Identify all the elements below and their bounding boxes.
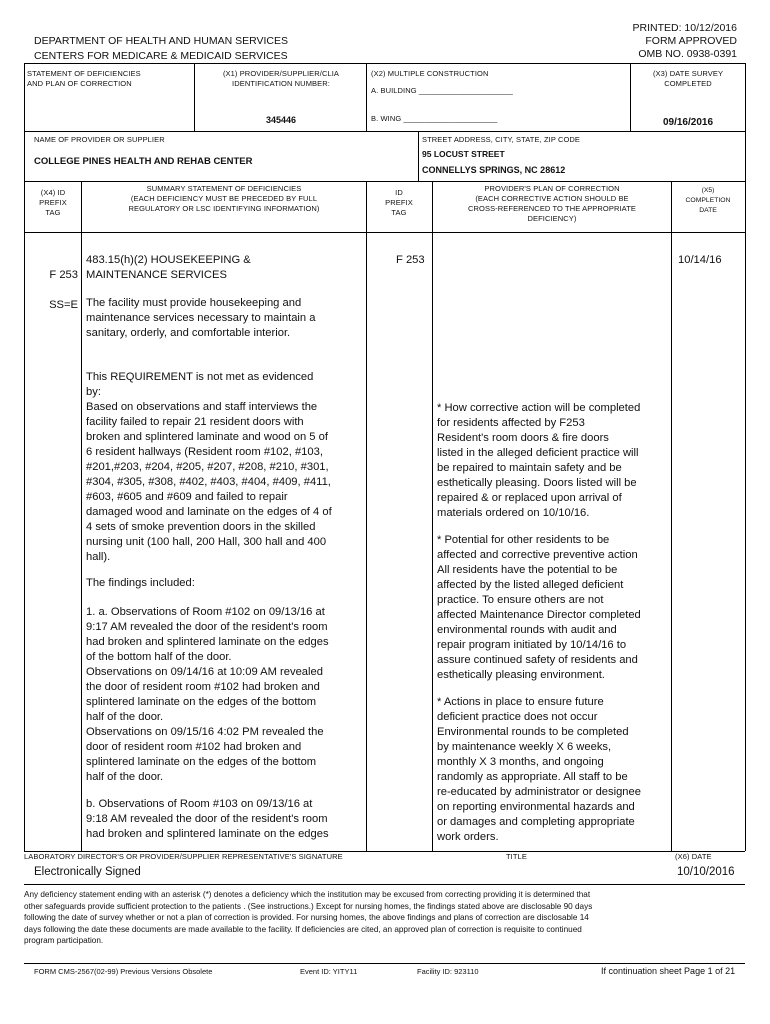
x3-label: (X3) DATE SURVEY COMPLETED — [652, 69, 724, 88]
divider-line — [630, 63, 631, 131]
dept-line-1: DEPARTMENT OF HEALTH AND HUMAN SERVICES — [34, 35, 288, 47]
provider-label: NAME OF PROVIDER OR SUPPLIER — [34, 135, 165, 144]
title-label: TITLE — [506, 852, 527, 861]
omb-number: OMB NO. 0938-0391 — [638, 48, 737, 60]
plan-header: PROVIDER'S PLAN OF CORRECTION (EACH CORRECTIVE ACTION SHOULD BE CROSS-REFERENCED TO THE APPROPRIATE DEFICIENCY) — [468, 184, 636, 223]
column-divider — [81, 181, 82, 851]
address-label: STREET ADDRESS, CITY, STATE, ZIP CODE — [422, 135, 581, 144]
divider-line — [24, 963, 745, 964]
requirement-text: The facility must provide housekeeping and maintenance services necessary to maintain a sanitary, orderly, and comfortable interior. — [86, 297, 316, 339]
signature-value: Electronically Signed — [34, 866, 141, 878]
id-tag: F 253 — [396, 254, 425, 266]
x1-label: (X1) PROVIDER/SUPPLIER/CLIA IDENTIFICATION NUMBER: — [222, 69, 340, 88]
signature-date: 10/10/2016 — [677, 866, 735, 878]
facility-id: Facility ID: 923110 — [417, 967, 479, 976]
divider-line — [24, 884, 745, 885]
top-box-border — [24, 63, 745, 64]
form-info — [633, 22, 737, 61]
id-header: ID PREFIX TAG — [385, 188, 413, 217]
dept-line-2: CENTERS FOR MEDICARE & MEDICAID SERVICES — [34, 50, 288, 62]
tag-value: F 253 — [49, 269, 78, 281]
findings-label: The findings included: — [86, 577, 195, 589]
column-divider — [366, 181, 367, 851]
deficiency-tag — [26, 253, 78, 328]
page-number: If continuation sheet Page 1 of 21 — [601, 966, 736, 976]
form-number: FORM CMS-2567(02-99) Previous Versions Obsolete — [34, 967, 213, 976]
provider-number: 345446 — [265, 115, 297, 125]
statement-label: STATEMENT OF DEFICIENCIES AND PLAN OF CORRECTION — [27, 69, 141, 88]
column-divider — [432, 181, 433, 851]
provider-name: COLLEGE PINES HEALTH AND REHAB CENTER — [34, 156, 253, 167]
date-label: (X6) DATE — [675, 852, 712, 861]
deficiency-title: 483.15(h)(2) HOUSEKEEPING & MAINTENANCE SERVICES — [86, 254, 251, 281]
building-label: A. BUILDING ______________________ — [371, 86, 513, 95]
city-state-zip: CONNELLYS SPRINGS, NC 28612 — [422, 165, 566, 175]
plan-future-prevention: * Actions in place to ensure future deficient practice does not occur Environmental rounds to be completed by maintenance weekly X 6 weeks, monthly X 3 months, and ongoing randomly as appropriate. All staff to be re-educated by administrator or designee on reporting environmental hazards and or damages and completing appropriate work orders. — [437, 696, 641, 843]
x4-header: (X4) ID PREFIX TAG — [39, 188, 67, 217]
plan-potential-others: * Potential for other residents to be affected and corrective preventive action All residents have the potential to be affected by the listed alleged deficient practice. To ensure others are not affected Maintenance Director completed environmental rounds with audit and repair program initiated by 10/14/16 to assure continued safety of residents and esthetically pleasing environment. — [437, 534, 641, 681]
divider-line — [24, 181, 745, 182]
completion-date: 10/14/16 — [678, 254, 722, 266]
department-header — [34, 34, 288, 64]
summary-header: SUMMARY STATEMENT OF DEFICIENCIES (EACH DEFICIENCY MUST BE PRECEDED BY FULL REGULATORY OR LSC IDENTIFYING INFORMATION) — [128, 184, 320, 213]
divider-line — [418, 131, 419, 181]
divider-line — [194, 63, 195, 131]
column-divider — [671, 181, 672, 851]
divider-line — [745, 63, 746, 232]
plan-corrective-action: * How corrective action will be completed for residents affected by F253 Resident's room doors & fire doors listed in the alleged deficient practice will be repaired to maintain safety and be esthetically pleasing. Doors listed will be repaired & or replaced upon arrival of materials ordered on 10/10/16. — [437, 402, 641, 519]
column-divider — [24, 232, 25, 851]
disclaimer-text: Any deficiency statement ending with an asterisk (*) denotes a deficiency which the institution may be excused from correcting providing it is determined that other safeguards provide sufficient protection to the patients . (See instructions.) Except for nursing homes, the findings stated above are disclosable 90 days following the date of survey whether or not a plan of correction is provided. For nursing homes, the above findings and plans of correction are disclosable 14 days following the date these documents are made available to the facility. If deficiencies are cited, an approved plan of correction is requisite to continued program participation. — [24, 890, 593, 945]
printed-date: PRINTED: 10/12/2016 — [632, 22, 737, 34]
divider-line — [24, 232, 745, 233]
divider-line — [366, 63, 367, 131]
finding-text: This REQUIREMENT is not met as evidenced by: Based on observations and staff interviews the facility failed to repair 21 resident doors with broken and splintered laminate and wood on 5 of 6 resident hallways (Resident room #102, #103, #201,#203, #204, #205, #207, #208, #210, #301, #304, #305, #308, #402, #403, #404, #409, #411, #603, #605 and #609 and failed to repair damaged wood and laminate on the edges of 4 of 4 sets of smoke prevention doors in the skilled nursing unit (100 hall, 200 Hall, 300 hall and 400 hall). — [86, 371, 332, 563]
signature-label: LABORATORY DIRECTOR'S OR PROVIDER/SUPPLIER REPRESENTATIVE'S SIGNATURE — [24, 852, 343, 861]
wing-label: B. WING ______________________ — [371, 114, 498, 123]
observation-103: b. Observations of Room #103 on 09/13/16 at 9:18 AM revealed the door of the resident's room had broken and splintered laminate on the edges — [86, 798, 329, 840]
observation-102: 1. a. Observations of Room #102 on 09/13/16 at 9:17 AM revealed the door of the resident's room had broken and splintered laminate on the edges of the bottom half of the door. Observations on 09/14/16 at 10:09 AM revealed the door of resident room #102 had broken and splintered laminate on the edges of the bottom half of the door. Observations on 09/15/16 4:02 PM revealed the door of resident room #102 had broken and splintered laminate on the edges of the bottom half of the door. — [86, 606, 329, 783]
form-approved: FORM APPROVED — [645, 35, 737, 47]
divider-line — [24, 131, 745, 132]
x2-label: (X2) MULTIPLE CONSTRUCTION — [371, 69, 489, 78]
street-address: 95 LOCUST STREET — [422, 149, 505, 159]
scope-severity: SS=E — [49, 299, 78, 311]
x5-header: (X5) COMPLETION DATE — [685, 187, 731, 214]
event-id: Event ID: YITY11 — [300, 967, 358, 976]
column-divider — [745, 232, 746, 851]
survey-date: 09/16/2016 — [662, 117, 714, 128]
